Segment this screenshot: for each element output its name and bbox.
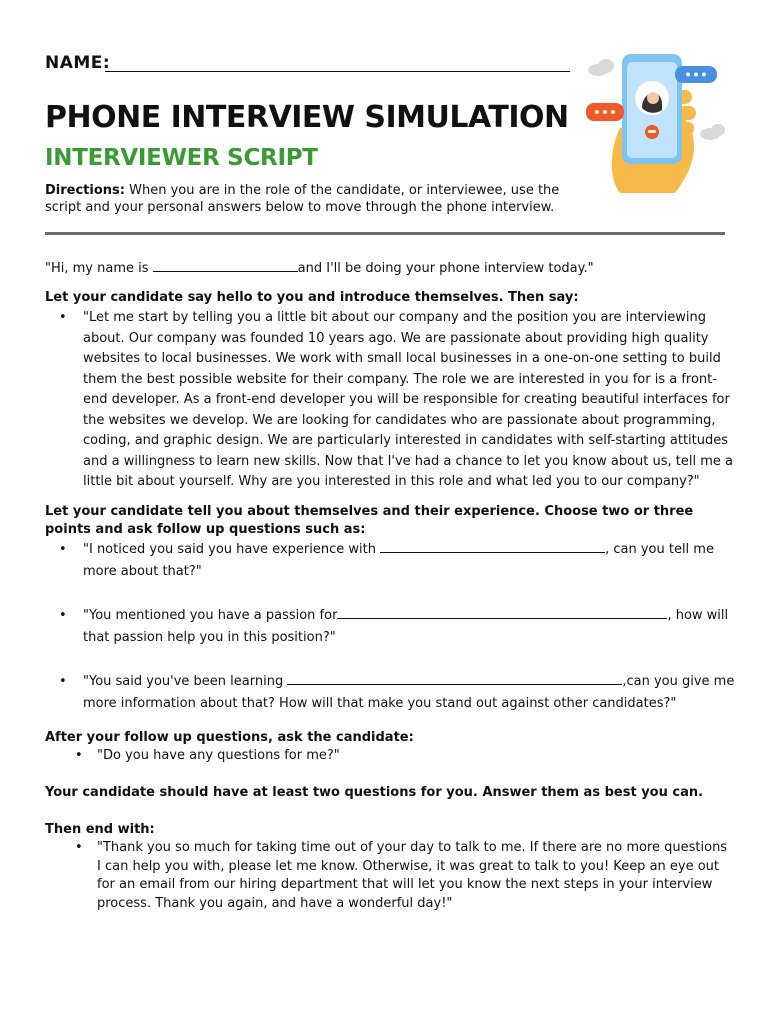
directions-text: When you are in the role of the candidate, or interviewee, use the script and your personal answers below to move through the phone interview. xyxy=(45,183,560,215)
phone-icon xyxy=(622,54,682,164)
section3-heading: After your follow up questions, ask the candidate: xyxy=(45,729,414,745)
q2-blank[interactable] xyxy=(337,606,667,619)
phone-call-illustration xyxy=(580,48,730,193)
intro-after: and I'll be doing your phone interview today." xyxy=(297,261,594,276)
intro-blank[interactable] xyxy=(153,259,298,272)
section5-heading: Then end with: xyxy=(45,822,155,837)
section1-list xyxy=(45,308,735,493)
section3-bullet: • "Do you have any questions for me?" xyxy=(45,747,735,765)
q3-blank[interactable] xyxy=(287,672,622,685)
section3-list xyxy=(45,747,735,765)
name-label: NAME: xyxy=(45,53,111,73)
q1-blank[interactable] xyxy=(380,540,605,553)
q3-after: ,can you give me more information about that? How will that make you stand out against other candidates?" xyxy=(83,673,735,711)
page-title: PHONE INTERVIEW SIMULATION xyxy=(45,100,569,135)
q1-before: "I noticed you said you have experience with xyxy=(83,541,381,557)
q2-after: , how will that passion help you in this position?" xyxy=(83,607,729,645)
list-item xyxy=(45,539,735,583)
directions xyxy=(45,182,585,216)
page-subtitle: INTERVIEWER SCRIPT xyxy=(45,145,318,171)
list-item xyxy=(45,605,735,649)
name-field[interactable] xyxy=(45,52,570,76)
section5-bullet: • "Thank you so much for taking time out of your day to talk to me. If there are no more questions I can help you with, please let me know. Otherwise, it was great to talk to you! Keep an eye out for an email from our hiring department that will let you know the next steps in your interview process. Thank you again, and have a wonderful day!" xyxy=(45,839,735,913)
intro-line xyxy=(45,259,735,280)
divider xyxy=(45,232,725,235)
section2-list xyxy=(45,539,735,715)
directions-label: Directions: xyxy=(45,183,125,198)
section2-heading: Let your candidate tell you about themselves and their experience. Choose two or three points and ask follow up questions such as: xyxy=(45,503,694,537)
list-item xyxy=(45,671,735,715)
section1-heading: Let your candidate say hello to you and introduce themselves. Then say: xyxy=(45,289,579,305)
q1-after: , can you tell me more about that?" xyxy=(83,541,714,579)
q3-before: "You said you've been learning xyxy=(83,673,288,689)
section1-bullet: • "Let me start by telling you a little bit about our company and the position you are interviewing about. Our company was founded 10 years ago. We are passionate about providing high quality websites to local businesses. We work with small local businesses in a one-on-one setting to build them the best possible website for their company. The role we are interested in you for is a front-end developer. As a front-end developer you will be responsible for creating beautiful interfaces for the websites we develop. We are looking for candidates who are passionate about programming, coding, and graphic design. We are particularly interested in candidates with self-starting attitudes and a willingness to learn new skills. Now that I've had a chance to let you know about us, tell me a little bit about yourself. Why are you interested in this role and what led you to our company?" xyxy=(45,308,735,493)
script-body xyxy=(45,259,735,913)
name-blank-line[interactable] xyxy=(105,71,570,72)
section5-list xyxy=(45,839,735,913)
q2-before: "You mentioned you have a passion for xyxy=(83,607,338,623)
section4-heading: Your candidate should have at least two questions for you. Answer them as best you can. xyxy=(45,784,704,800)
intro-before: "Hi, my name is xyxy=(45,261,153,276)
